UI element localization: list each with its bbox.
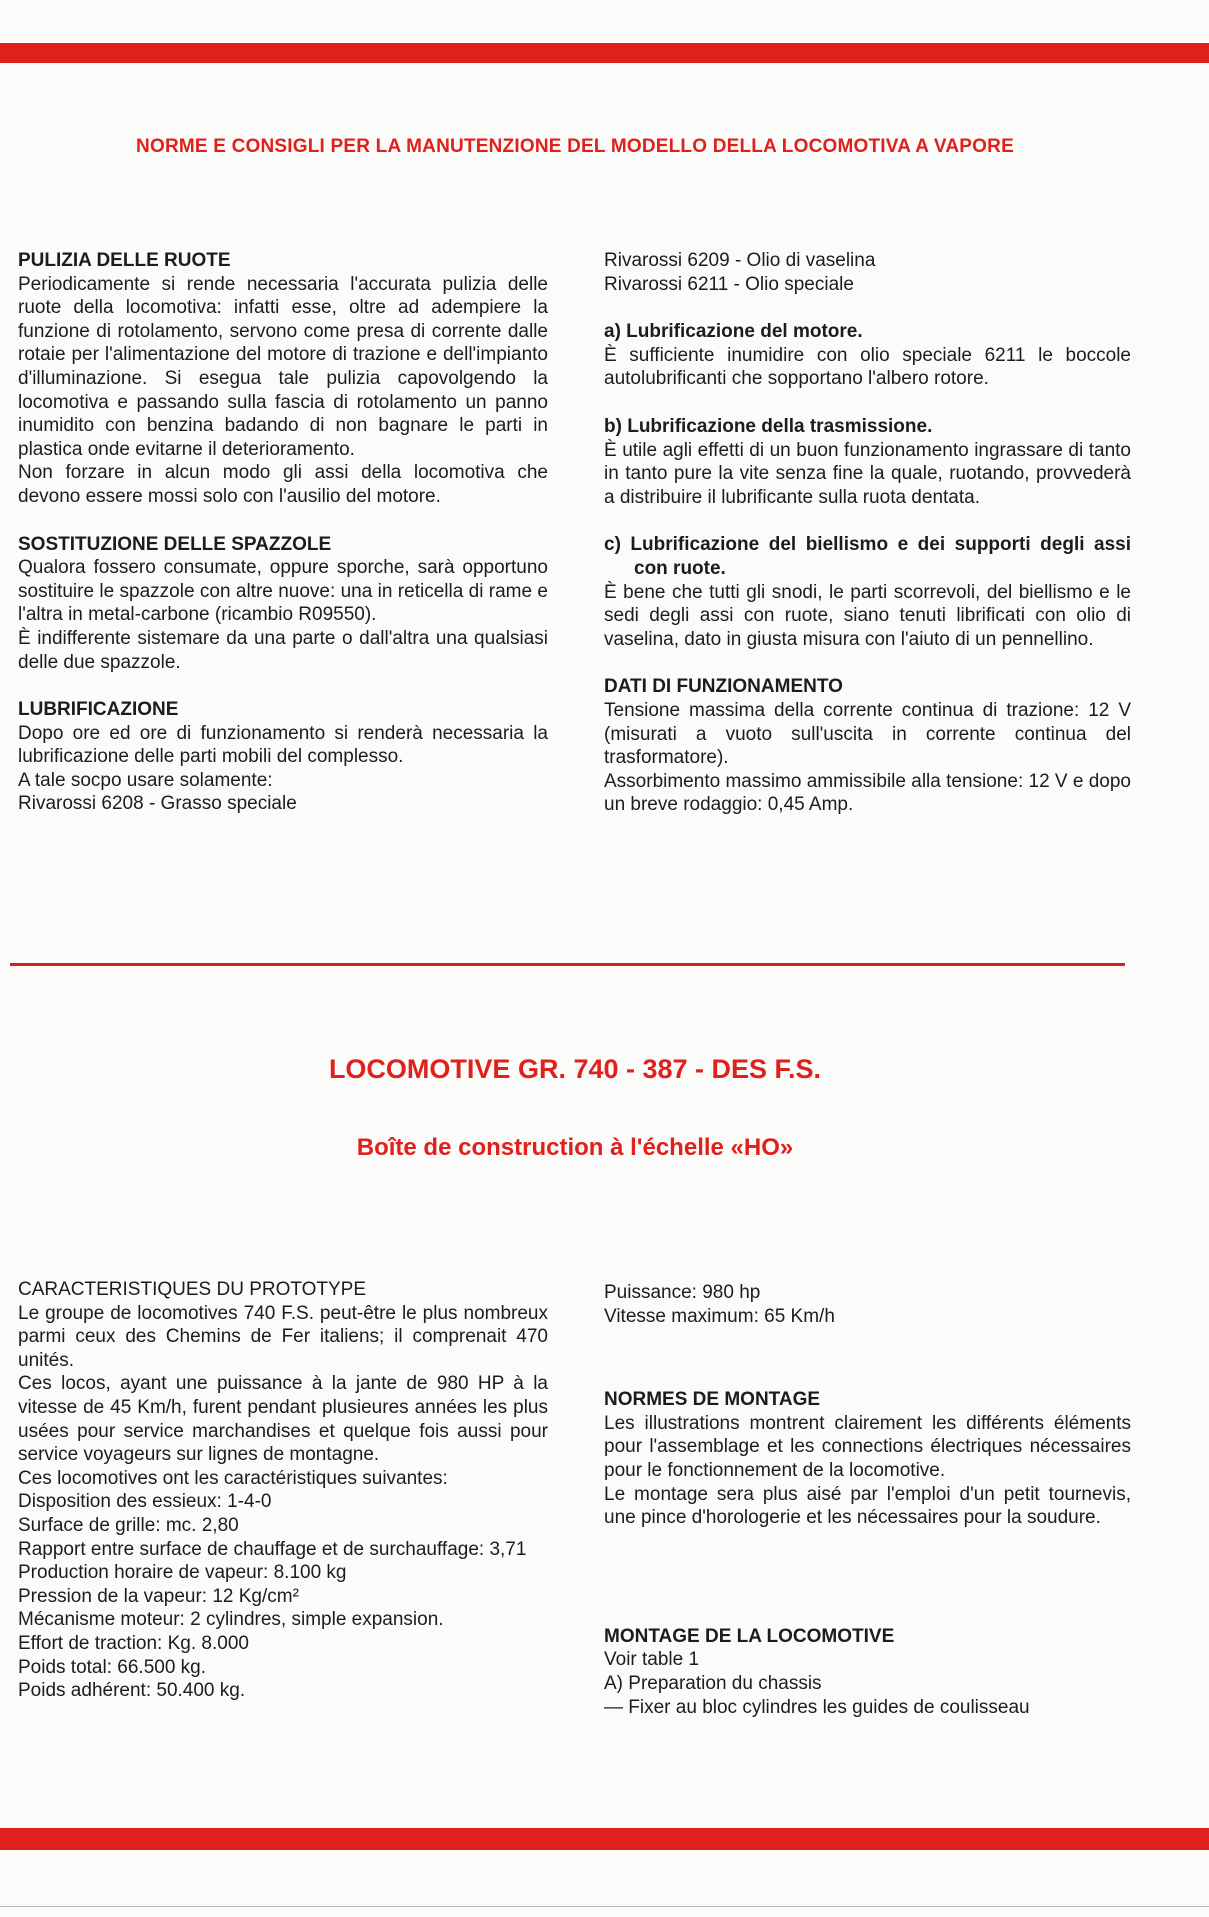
normes-paragraph-1: Les illustrations montrent clairement les différents éléments pour l'assemblage et les connections électriques nécessaires pour le fonctionnement de la locomotive. (604, 1412, 1131, 1481)
spec-item: Surface de grille: mc. 2,80 (18, 1514, 239, 1536)
italian-left-column (18, 249, 548, 816)
spazzole-paragraph-2: È indifferente sistemare da una parte o dall'altra una qualsiasi delle due spazzole. (18, 627, 548, 673)
lubrificante-item-3: Rivarossi 6211 - Olio speciale (604, 273, 854, 295)
motore-heading: a) Lubrificazione del motore. (604, 321, 863, 343)
spec-item: Poids total: 66.500 kg. (18, 1656, 207, 1678)
pulizia-paragraph-1: Periodicamente si rende necessaria l'accurata pulizia delle ruote della locomotiva: infatti esse, oltre ad adempiere la funzione di rotolamento, servono come presa di corrente dalle rotaie per l'alimentazione del motore di trazione e dell'impianto d'illuminazione. Si esegua tale pulizia capovolgendo la locomotiva e passando sulla fascia di rotolamento un panno inumidito con benzina badando di non bagnare le parti in plastica onde evitarne il deterioramento. (18, 273, 548, 460)
spec-item: Production horaire de vapeur: 8.100 kg (18, 1562, 347, 1584)
lubrificante-item-2: Rivarossi 6209 - Olio di vaselina (604, 250, 876, 271)
trasmissione-text: È utile agli effetti di un buon funzionamento ingrassare di tanto in tanto pure la vite senza fine la quale, ruotando, provvederà a distribuire il lubrificante sulla ruota dentata. (604, 439, 1131, 508)
trasmissione-heading: b) Lubrificazione della trasmissione. (604, 415, 933, 437)
spazzole-heading: SOSTITUZIONE DELLE SPAZZOLE (18, 533, 332, 555)
spec-item: Mécanisme moteur: 2 cylindres, simple expansion. (18, 1609, 444, 1631)
lubrificazione-heading: LUBRIFICAZIONE (18, 699, 179, 721)
carac-paragraph-1: Le groupe de locomotives 740 F.S. peut-être le plus nombreux parmi ceux des Chemins de Fer italiens; il comprenait 470 unités. (18, 1302, 548, 1371)
biellismo-heading: c) Lubrificazione del biellismo e dei supporti degli assi con ruote. (604, 534, 1131, 579)
dati-heading: DATI DI FUNZIONAMENTO (604, 676, 843, 698)
carac-paragraph-3: Ces locomotives ont les caractéristiques suivantes: (18, 1467, 448, 1489)
lubrificante-item-1: Rivarossi 6208 - Grasso speciale (18, 793, 297, 815)
montage-line-2: A) Preparation du chassis (604, 1672, 822, 1694)
pulizia-paragraph-2: Non forzare in alcun modo gli assi della locomotiva che devono essere mossi solo con l'ausilio del motore. (18, 462, 548, 507)
spazzole-paragraph-1: Qualora fossero consumate, oppure sporche, sarà opportuno sostituire le spazzole con altre nuove: una in reticella di rame e l'altra in metal-carbone (ricambio R09550). (18, 557, 548, 626)
montage-heading: MONTAGE DE LA LOCOMOTIVE (604, 1625, 895, 1647)
french-title: LOCOMOTIVE GR. 740 - 387 - DES F.S. (328, 1054, 822, 1084)
normes-heading: NORMES DE MONTAGE (604, 1389, 821, 1411)
italian-right-column (604, 249, 1131, 817)
motore-text: È sufficiente inumidire con olio speciale 6211 le boccole autolubrificanti che sopportano l'albero rotore. (604, 344, 1131, 390)
carac-heading: CARACTERISTIQUES DU PROTOTYPE (18, 1279, 367, 1300)
section-divider (10, 963, 1125, 966)
spec-item: Puissance: 980 hp (604, 1282, 761, 1303)
french-right-column (604, 1281, 1131, 1719)
dati-paragraph-1: Tensione massima della corrente continua di trazione: 12 V (misurati a vuoto sull'uscita in corrente continua del trasformatore). (604, 699, 1131, 769)
spec-item: Effort de traction: Kg. 8.000 (18, 1632, 249, 1654)
bottom-red-band (0, 1828, 1209, 1850)
spec-item: Disposition des essieux: 1-4-0 (18, 1491, 272, 1513)
pulizia-heading: PULIZIA DELLE RUOTE (18, 250, 231, 271)
biellismo-text: È bene che tutti gli snodi, le parti scorrevoli, del biellismo e le sedi degli assi con ruote, siano tenuti librificati con olio di vaselina, dato in giusta misura con l'aiuto di un pennellino. (604, 581, 1131, 650)
spec-item: Poids adhérent: 50.400 kg. (18, 1680, 246, 1702)
lubrificazione-paragraph-2: A tale socpo usare solamente: (18, 769, 273, 791)
bottom-edge-line (0, 1906, 1209, 1907)
french-left-column (18, 1278, 548, 1703)
lubrificazione-paragraph-1: Dopo ore ed ore di funzionamento si renderà necessaria la lubrificazione delle parti mobili del complesso. (18, 722, 548, 768)
italian-title: NORME E CONSIGLI PER LA MANUTENZIONE DEL MODELLO DELLA LOCOMOTIVA A VAPORE (136, 136, 1014, 157)
top-red-band (0, 43, 1209, 63)
montage-line-1: Voir table 1 (604, 1649, 700, 1671)
montage-line-3: — Fixer au bloc cylindres les guides de coulisseau (604, 1696, 1030, 1718)
french-subtitle: Boîte de construction à l'échelle «HO» (356, 1134, 794, 1161)
spec-item: Rapport entre surface de chauffage et de surchauffage: 3,71 (18, 1538, 527, 1560)
carac-paragraph-2: Ces locos, ayant une puissance à la jante de 980 HP à la vitesse de 45 Km/h, furent pendant plusieures années les plus usées pour service marchandises et quelque fois aussi pour service voyageurs sur lignes de montagne. (18, 1373, 548, 1466)
normes-paragraph-2: Le montage sera plus aisé par l'emploi d'un petit tournevis, une pince d'horologerie et les nécessaires pour la soudure. (604, 1483, 1131, 1529)
spec-item: Vitesse maximum: 65 Km/h (604, 1305, 835, 1327)
dati-paragraph-2: Assorbimento massimo ammissibile alla tensione: 12 V e dopo un breve rodaggio: 0,45 Amp. (604, 770, 1131, 816)
spec-item: Pression de la vapeur: 12 Kg/cm² (18, 1585, 299, 1607)
